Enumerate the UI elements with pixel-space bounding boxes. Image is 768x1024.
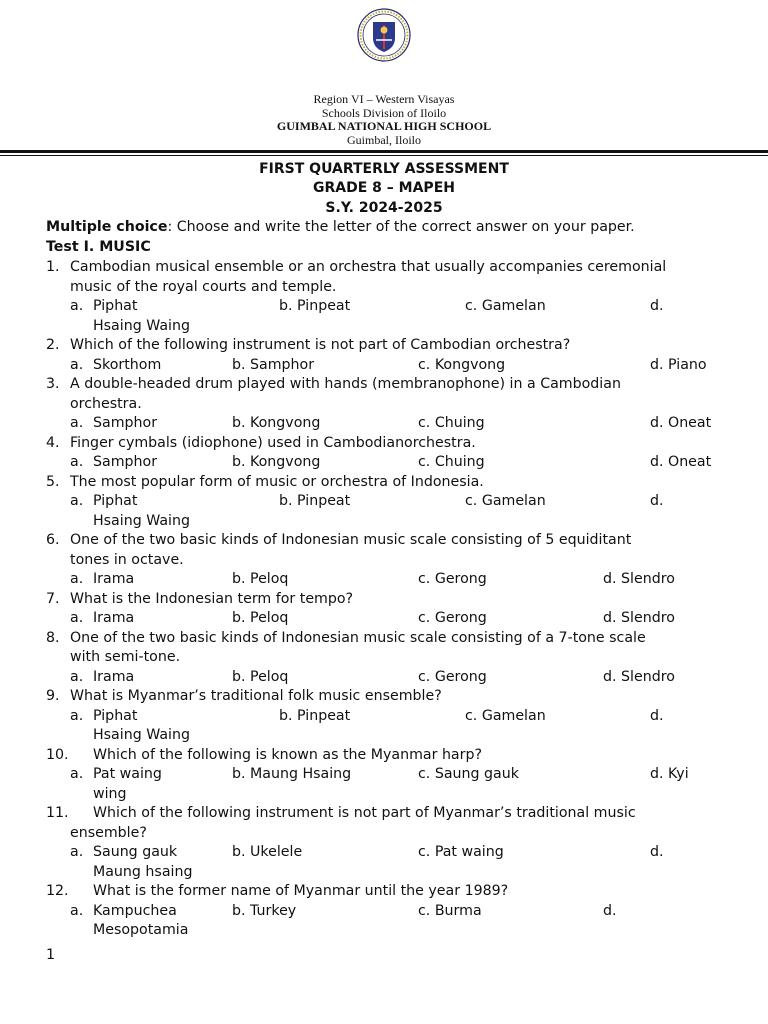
answer-option: a. xyxy=(70,610,84,626)
answer-option: c. Gerong xyxy=(418,571,487,587)
answer-option: d. Slendro xyxy=(603,668,675,685)
answer-option: b. Kongvong xyxy=(232,415,321,431)
answer-option: d. Oneat xyxy=(650,415,712,431)
answer-option: c. Gerong xyxy=(418,668,487,685)
answer-option: b. Pinpeat xyxy=(279,493,351,509)
question-number: 3. xyxy=(46,376,60,392)
answer-option: b. Maung Hsaing xyxy=(232,766,352,782)
question-text: orchestra. xyxy=(70,395,142,412)
answer-option: c. Gamelan xyxy=(465,707,546,724)
grade-title: GRADE 8 – MAPEH xyxy=(313,180,455,196)
region-text: Region VI – Western Visayas xyxy=(313,92,455,106)
answer-option: c. Gamelan xyxy=(465,493,546,509)
question-text: One of the two basic kinds of Indonesian music scale consisting of a 7-tone scale xyxy=(70,629,646,646)
answer-option: c. Pat waing xyxy=(418,844,504,860)
answer-option-wrap: wing xyxy=(93,785,127,802)
answer-option: b. Pinpeat xyxy=(279,298,351,314)
answer-option: a. xyxy=(70,668,84,685)
answer-option: Pat waing xyxy=(93,766,162,782)
question-text: Which of the following instrument is not part of Cambodian orchestra? xyxy=(70,337,571,353)
answer-option-wrap: Maung hsaing xyxy=(93,863,193,880)
answer-option: a. xyxy=(70,298,84,314)
answer-option: a. xyxy=(70,454,84,470)
page-number: 1 xyxy=(46,947,56,963)
answer-option: Piphat xyxy=(93,707,138,724)
question-number: 7. xyxy=(46,590,60,607)
instructions xyxy=(46,218,635,237)
answer-option: Irama xyxy=(93,668,135,685)
answer-option: a. xyxy=(70,415,84,431)
answer-option: d. xyxy=(650,493,664,509)
answer-option: d. xyxy=(603,902,617,919)
answer-option: d. Oneat xyxy=(650,454,712,470)
question-text: The most popular form of music or orchestra of Indonesia. xyxy=(70,473,484,490)
question-text: One of the two basic kinds of Indonesian music scale consisting of 5 equiditant xyxy=(70,532,632,548)
answer-option: b. Kongvong xyxy=(232,454,321,470)
header-divider-thin xyxy=(0,155,768,156)
answer-option-wrap: Hsaing Waing xyxy=(93,512,190,529)
question-text: What is the former name of Myanmar until the year 1989? xyxy=(93,883,509,899)
question-text: Which of the following is known as the Myanmar harp? xyxy=(93,746,482,763)
answer-option: d. xyxy=(650,707,664,724)
answer-option: c. Saung gauk xyxy=(418,766,519,782)
answer-option: b. Peloq xyxy=(232,668,289,685)
location-text: Guimbal, Iloilo xyxy=(347,133,421,147)
question-text: What is the Indonesian term for tempo? xyxy=(70,590,354,607)
answer-option: Irama xyxy=(93,610,135,626)
answer-option: Skorthom xyxy=(93,356,162,373)
answer-option: c. Gerong xyxy=(418,610,487,626)
question-text: Which of the following instrument is not part of Myanmar’s traditional music xyxy=(93,805,636,821)
answer-option: d. Kyi xyxy=(650,766,689,782)
question-text: Cambodian musical ensemble or an orchestra that usually accompanies ceremonial xyxy=(70,259,667,275)
test-title: Test I. MUSIC xyxy=(46,239,151,255)
answer-option: b. Peloq xyxy=(232,610,289,626)
answer-option: a. xyxy=(70,571,84,587)
answer-option: c. Burma xyxy=(418,902,482,919)
answer-option: a. xyxy=(70,493,84,509)
question-number: 2. xyxy=(46,337,60,353)
header-divider xyxy=(0,150,768,153)
answer-option: Samphor xyxy=(93,415,158,431)
answer-option: b. Peloq xyxy=(232,571,289,587)
answer-option-wrap: Mesopotamia xyxy=(93,922,189,938)
answer-option: c. Chuing xyxy=(418,454,485,470)
answer-option: c. Kongvong xyxy=(418,356,506,373)
question-number: 1. xyxy=(46,259,60,275)
question-number: 8. xyxy=(46,629,60,646)
question-number: 11. xyxy=(46,805,69,821)
answer-option: Piphat xyxy=(93,298,138,314)
assessment-title: FIRST QUARTERLY ASSESSMENT xyxy=(259,161,509,177)
answer-option: a. xyxy=(70,844,84,860)
question-text: ensemble? xyxy=(70,824,147,841)
answer-option: d. Slendro xyxy=(603,610,675,626)
answer-option: c. Gamelan xyxy=(465,298,546,314)
question-number: 5. xyxy=(46,473,60,490)
answer-option: a. xyxy=(70,707,84,724)
question-number: 4. xyxy=(46,434,60,451)
answer-option: b. Pinpeat xyxy=(279,707,351,724)
answer-option: Kampuchea xyxy=(93,902,177,919)
division-text: Schools Division of Iloilo xyxy=(321,106,447,120)
answer-option-wrap: Hsaing Waing xyxy=(93,727,190,743)
answer-option: a. xyxy=(70,356,84,373)
answer-option: Samphor xyxy=(93,454,158,470)
school-year: S.Y. 2024-2025 xyxy=(325,200,443,216)
question-text: with semi-tone. xyxy=(70,649,181,665)
answer-option: d. Slendro xyxy=(603,571,675,587)
answer-option-wrap: Hsaing Waing xyxy=(93,317,190,334)
question-text: music of the royal courts and temple. xyxy=(70,278,337,295)
answer-option: Piphat xyxy=(93,493,138,509)
answer-option: a. xyxy=(70,902,84,919)
question-number: 6. xyxy=(46,532,60,548)
answer-option: b. Turkey xyxy=(232,902,297,919)
answer-option: b. Ukelele xyxy=(232,844,303,860)
answer-option: d. xyxy=(650,298,664,314)
question-text: What is Myanmar’s traditional folk music ensemble? xyxy=(70,688,442,704)
question-number: 12. xyxy=(46,883,69,899)
answer-option: a. xyxy=(70,766,84,782)
question-text: Finger cymbals (idiophone) used in Cambodianorchestra. xyxy=(70,434,476,451)
answer-option: b. Samphor xyxy=(232,356,315,373)
question-number: 10. xyxy=(46,746,69,763)
question-text: tones in octave. xyxy=(70,551,184,568)
question-number: 9. xyxy=(46,688,60,704)
answer-option: Saung gauk xyxy=(93,844,178,860)
answer-option: d. Piano xyxy=(650,356,707,373)
question-text: A double-headed drum played with hands (membranophone) in a Cambodian xyxy=(70,376,621,392)
deped-seal-logo xyxy=(357,8,411,62)
answer-option: d. xyxy=(650,844,664,860)
answer-option: c. Chuing xyxy=(418,415,485,431)
instructions-label: Multiple choice xyxy=(46,219,168,235)
school-name: GUIMBAL NATIONAL HIGH SCHOOL xyxy=(276,119,492,133)
answer-option: Irama xyxy=(93,571,135,587)
instructions-text: : Choose and write the letter of the correct answer on your paper. xyxy=(167,219,635,235)
